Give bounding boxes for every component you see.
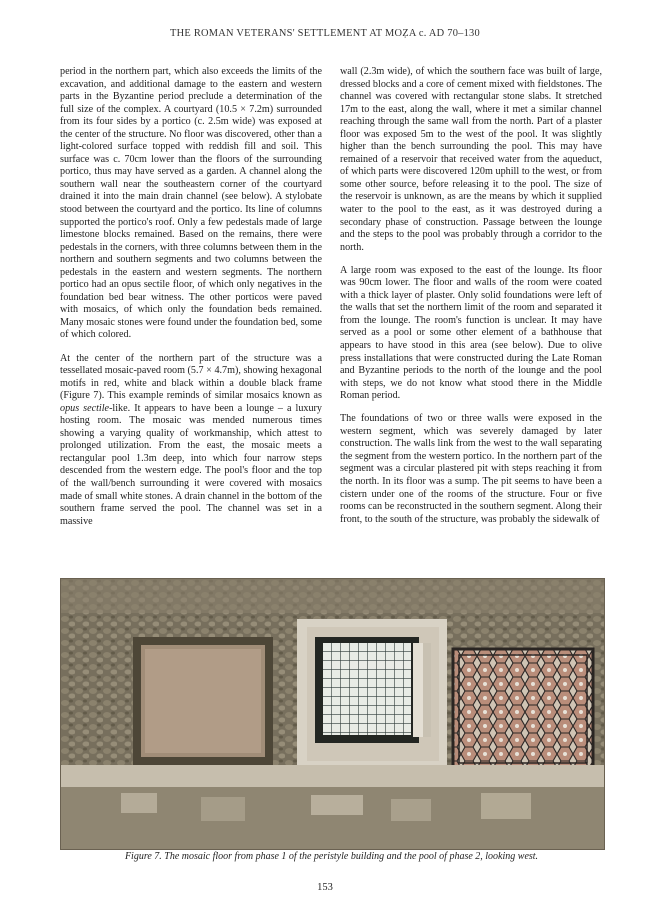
- italic-term: opus sectile: [60, 402, 110, 414]
- paragraph: The foundations of two or three walls were exposed in the western segment, which was severely damaged by later construction. The walls link from the west to the wall separating the segment from the western portico. In the northern part of the segment was a circular plastered pit with steps reaching it from the north. In its floor was a sump. The pit seems to have been a cistern under one of the rooms of the structure. Four or five rooms can be reconstructed in the southern segment. Along their front, to the south of the structure, was probably the sidewalk of: [340, 413, 602, 525]
- page-number: 153: [317, 882, 333, 893]
- excavation-photo: [60, 578, 605, 850]
- running-head: THE ROMAN VETERANS' SETTLEMENT AT MOẒA c. AD 70–130: [170, 28, 480, 39]
- paragraph: A large room was exposed to the east of the lounge. Its floor was 90cm lower. The floor and walls of the room were coated with a thick layer of plaster. Only solid foundations were left of the walls that set the northern limit of the room and separated it from the lounge. The room's function is unclear. It may have served as a pool or some other element of a bathhouse that appears to have stood in this area (see below). Due to olive press installations that were constructed during the Late Roman and Byzantine periods to the north of the lounge and the pool with steps, we do not know what stood there in the Middle Roman period.: [340, 264, 602, 402]
- paragraph: period in the northern part, which also exceeds the limits of the excavation, and additional damage to the eastern and western parts in the Byzantine period preclude a determination of the full size of the complex. A courtyard (10.5 × 7.2m) surrounded from its four sides by a portico (c. 2.5m wide) was exposed at the center of the structure. No floor was discovered, other than a light-colored surface topped with reddish fill and soil. This surface was c. 70cm lower than the floors of the surrounding portico, thus may have served as a garden. A channel along the southern wall near the southeastern corner of the courtyard drained it into the main drain channel (see below). A stylobate stood between the courtyard and the portico. Its line of columns supported the portico's roof. Only a few pedestals made of large limestone blocks remained. Based on the remains, there were pedestals in the corners, with three columns between them in the northern and southern segments and two columns between the pedestals in the eastern and western segments. The northern portico had an opus sectile floor, of which only negatives in the foundation bed bear witness. The other porticos were paved with mosaics, of which only the foundation beds remained. Many mosaic stones were found under the foundation bed, some of which colored.: [60, 66, 322, 341]
- right-column: [340, 66, 602, 526]
- left-column: [60, 66, 322, 528]
- paragraph: wall (2.3m wide), of which the southern face was built of large, dressed blocks and a core of cement mixed with fieldstones. The channel was covered with rectangular stone slabs. It stretched 17m to the east, along the wall, where it met a similar channel reaching through the same wall from the north. Part of a plaster floor was exposed 5m to the west of the pool. It was slightly higher than the bench surrounding the pool. This may have remained of a reservoir that received water from the aqueduct, of which parts were discovered 120m uphill to the west, or from some other source, before releasing it to the pool. The size of the reservoir is unknown, as are the means by which it supplied water to the pool to the east, as it was destroyed during a secondary phase of construction. Passage between the lounge and the steps to the pool was probably through a corridor to the north.: [340, 66, 602, 253]
- paragraph-text: -like. It appears to have been a lounge – a luxury hosting room. The mosaic was mended numerous times showing a varying quality of workmanship, which attest to prolonged utilization. From the east, the mosaic meets a rectangular pool 1.3m deep, into which four narrow steps descended from the western edge. The pool's floor and the top of the wall/bench surrounding it were covered with mosaics made of small white stones. A drain channel in the bottom of the southern frame served the pool. The channel was set in a massive: [60, 402, 322, 527]
- figure-caption: Figure 7. The mosaic floor from phase 1 of the peristyle building and the pool of phase 2, looking west.: [124, 851, 539, 862]
- paragraph: [60, 353, 322, 529]
- paragraph-text: At the center of the northern part of the structure was a tessellated mosaic-paved room (5.7 × 4.7m), showing hexagonal motifs in red, white and black within a double black frame (Figure 7). This example reminds of similar mosaics known as: [60, 352, 322, 402]
